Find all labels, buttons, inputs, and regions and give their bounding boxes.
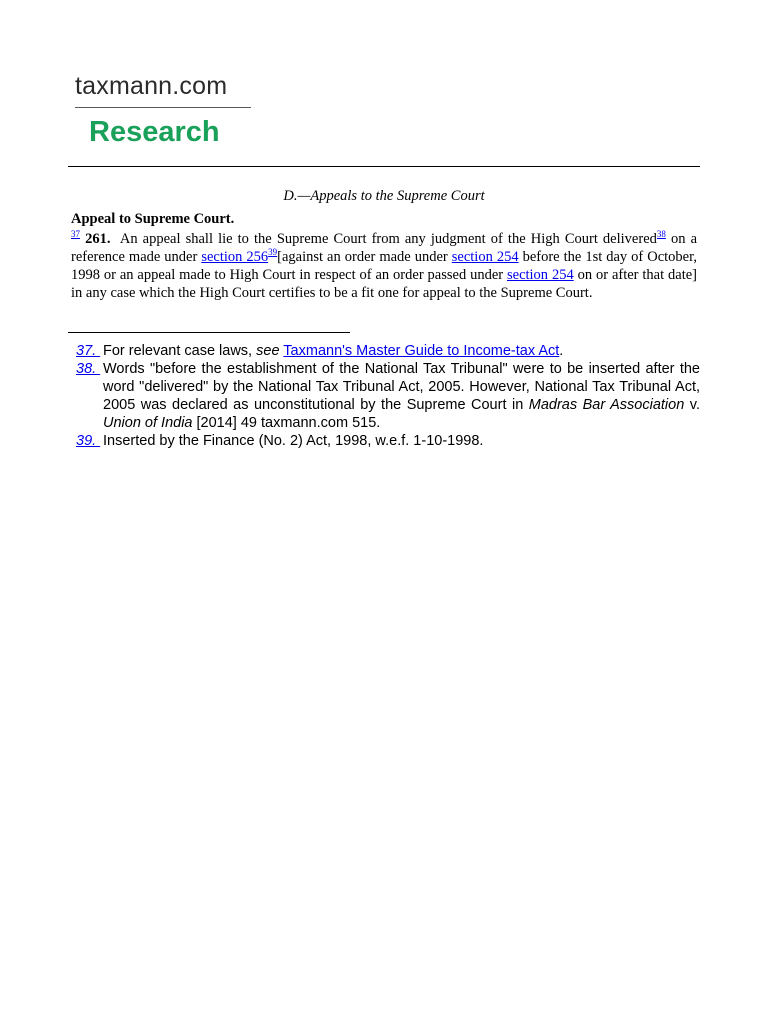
footnote-citation: [2014] 49 taxmann.com 515. bbox=[192, 415, 381, 431]
footnote-ref-38[interactable]: 38 bbox=[656, 229, 666, 239]
case-name-party-1: Madras Bar Association bbox=[528, 397, 685, 413]
footnote-38 bbox=[76, 360, 700, 432]
section-256-link[interactable]: section 256 bbox=[201, 249, 269, 265]
taxmann-research-logo bbox=[75, 70, 251, 148]
section-paragraph bbox=[71, 230, 697, 302]
header-divider bbox=[68, 166, 700, 167]
paragraph-text-1: An appeal shall lie to the Supreme Court from any judgment of the High Court delivered bbox=[119, 231, 657, 247]
footnote-text: Inserted by the Finance (No. 2) Act, 1998, w.e.f. 1-10-1998. bbox=[103, 433, 484, 449]
footnote-number-38[interactable]: 38. bbox=[76, 361, 101, 377]
footnote-37 bbox=[76, 342, 700, 360]
logo-wordmark: taxmann.com bbox=[75, 72, 228, 100]
master-guide-link[interactable]: Taxmann's Master Guide to Income-tax Act bbox=[283, 343, 560, 359]
paragraph-text-5: on or after that date] in any case which the High Court certifies to be a fit one for appeal to the Supreme Court. bbox=[71, 267, 697, 301]
case-name-party-2: Union of India bbox=[103, 415, 193, 431]
footnote-see: see bbox=[256, 343, 280, 359]
footnote-text-versus: v. bbox=[684, 397, 700, 413]
footnote-number-39[interactable]: 39. bbox=[76, 433, 101, 449]
document-body bbox=[71, 186, 697, 302]
footnote-text: Words "before the establishment of the National Tax Tribunal" were to be inserted after the word "delivered" by the National Tax Tribunal Act, 2005. However, National Tax Tribunal Act, 2005 was declared as unconstitutional by the Supreme Court in bbox=[103, 361, 700, 413]
paragraph-text-3: [against an order made under bbox=[277, 249, 452, 265]
chapter-heading: D.—Appeals to the Supreme Court bbox=[283, 188, 485, 204]
logo-divider bbox=[75, 107, 251, 108]
footnote-ref-37[interactable]: 37 bbox=[71, 229, 80, 239]
footnote-number-37[interactable]: 37. bbox=[76, 343, 101, 359]
logo-research-label: Research bbox=[89, 116, 220, 148]
footnotes-list bbox=[76, 342, 700, 450]
footnote-text-end: . bbox=[559, 343, 564, 359]
footnote-text: For relevant case laws, bbox=[103, 343, 257, 359]
footnote-divider bbox=[68, 332, 350, 333]
paragraph-text-2: on a reference made under bbox=[71, 231, 698, 265]
section-254-link-1[interactable]: section 254 bbox=[451, 249, 519, 265]
footnote-ref-39[interactable]: 39 bbox=[268, 247, 278, 257]
footnote-39 bbox=[76, 432, 700, 450]
paragraph-text-4: before the 1st day of October, 1998 or an appeal made to High Court in respect of an order passed under bbox=[71, 249, 697, 283]
section-254-link-2[interactable]: section 254 bbox=[506, 267, 574, 283]
section-title: Appeal to Supreme Court. bbox=[71, 211, 235, 227]
section-number: 261. bbox=[85, 231, 111, 247]
